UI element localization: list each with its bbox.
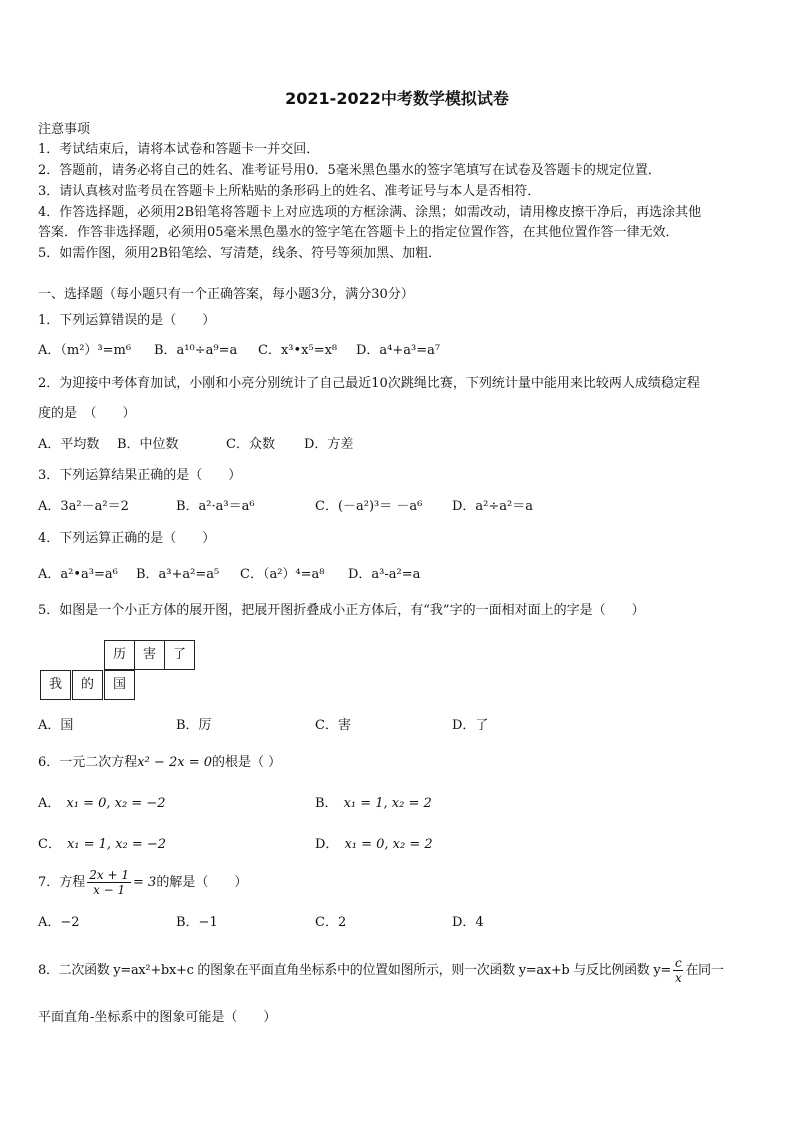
q2-option-c: C．众数 xyxy=(226,437,275,452)
q7-fraction xyxy=(87,868,131,897)
q6-option-b xyxy=(315,796,432,812)
question-3-stem: 3．下列运算结果正确的是（ ） xyxy=(38,468,242,483)
page-title: 2021-2022中考数学模拟试卷 xyxy=(285,89,509,108)
question-2-stem-cont: 度的是 （ ） xyxy=(38,406,136,421)
question-8-stem-cont: 平面直角-坐标系中的图象可能是（ ） xyxy=(38,1010,277,1025)
net-cell: 的 xyxy=(72,670,103,700)
net-cell: 历 xyxy=(104,640,135,670)
q6-option-b-label: B． xyxy=(315,796,338,811)
q2-option-b: B．中位数 xyxy=(117,437,179,452)
q7-fraction-denominator: x − 1 xyxy=(93,883,126,897)
q6-option-b-math: x₁ = 1, x₂ = 2 xyxy=(343,796,432,811)
q6-option-a xyxy=(38,796,166,812)
q8-fraction-numerator: c xyxy=(673,956,683,971)
q6-option-c-math: x₁ = 1, x₂ = −2 xyxy=(66,837,167,852)
q8-fraction xyxy=(673,956,683,985)
q7-stem-prefix: 7．方程 xyxy=(38,875,86,890)
net-cell: 国 xyxy=(104,670,135,700)
q6-option-c xyxy=(38,837,166,853)
notice-item: 2．答题前，请务必将自己的姓名、准考证号用0．5毫米黑色墨水的签字笔填写在试卷及答题卡的规定位置． xyxy=(38,163,661,178)
q7-stem-suffix: 的解是（ ） xyxy=(156,875,248,890)
section-heading: 一、选择题（每小题只有一个正确答案，每小题3分，满分30分） xyxy=(38,287,414,302)
q8-stem-prefix: 8．二次函数 y=ax²+bx+c 的图象在平面直角坐标系中的位置如图所示，则一次函数 y=ax+b 与反比例函数 y= xyxy=(38,963,671,978)
q3-option-a: A．3a²－a²＝2 xyxy=(38,499,129,514)
q6-stem-suffix: 的根是（ ） xyxy=(212,755,282,770)
notice-item: 1．考试结束后，请将本试卷和答题卡一并交回． xyxy=(38,142,320,157)
q5-option-d: D．了 xyxy=(452,718,489,733)
q3-option-b: B．a²·a³＝a⁶ xyxy=(176,499,255,514)
notice-item: 4．作答选择题，必须用2B铅笔将答题卡上对应选项的方框涂满、涂黑；如需改动，请用橡皮擦干净后，再选涂其他 xyxy=(38,205,702,220)
q6-option-d-math: x₁ = 0, x₂ = 2 xyxy=(344,837,433,852)
q2-option-d: D．方差 xyxy=(304,437,354,452)
q7-equation-rhs: = 3 xyxy=(133,875,157,890)
q4-option-d: D．a³-a²=a xyxy=(348,567,421,582)
notice-heading: 注意事项 xyxy=(38,122,91,137)
q7-fraction-numerator: 2x + 1 xyxy=(89,868,130,882)
q6-option-d-label: D． xyxy=(315,837,339,852)
q8-fraction-denominator: x xyxy=(674,971,682,985)
q8-stem-suffix: 在同一 xyxy=(685,963,724,978)
q7-option-d: D．4 xyxy=(452,915,484,930)
cube-net-figure xyxy=(40,640,200,702)
q7-option-c: C．2 xyxy=(315,915,347,930)
q1-option-d: D．a⁴+a³=a⁷ xyxy=(356,343,441,358)
net-cell: 害 xyxy=(134,640,165,670)
q4-option-c: C．（a²）⁴=a⁸ xyxy=(240,567,325,582)
q6-option-d xyxy=(315,837,433,853)
q2-option-a: A．平均数 xyxy=(38,437,100,452)
q1-option-b: B．a¹⁰÷a⁹=a xyxy=(154,343,238,358)
q1-option-a: A．（m²）³=m⁶ xyxy=(38,343,132,358)
question-2-stem: 2．为迎接中考体育加试，小刚和小亮分别统计了自己最近10次跳绳比赛，下列统计量中能用来比较两人成绩稳定程 xyxy=(38,376,700,391)
question-7-stem xyxy=(38,868,247,897)
question-4-stem: 4．下列运算正确的是（ ） xyxy=(38,531,216,546)
net-cell: 我 xyxy=(40,670,71,700)
q6-option-a-label: A． xyxy=(38,796,61,811)
notice-item: 3．请认真核对监考员在答题卡上所粘贴的条形码上的姓名、准考证号与本人是否相符． xyxy=(38,184,541,199)
q5-option-c: C．害 xyxy=(315,718,351,733)
q3-option-c: C．(－a²)³＝ －a⁶ xyxy=(315,499,423,514)
question-5-stem: 5．如图是一个小正方体的展开图，把展开图折叠成小正方体后，有“我”字的一面相对面上的字是（ ） xyxy=(38,603,645,618)
q5-option-b: B．厉 xyxy=(176,718,212,733)
q3-option-d: D．a²÷a²＝a xyxy=(452,499,533,514)
q7-option-b: B．−1 xyxy=(176,915,218,930)
q6-option-c-label: C． xyxy=(38,837,61,852)
notice-item: 答案．作答非选择题，必须用05毫米黑色墨水的签字笔在答题卡上的指定位置作答，在其他位置作答一律无效． xyxy=(38,225,679,240)
q6-stem-prefix: 6．一元二次方程 xyxy=(38,755,138,770)
net-cell: 了 xyxy=(164,640,195,670)
notice-item: 5．如需作图，须用2B铅笔绘、写清楚，线条、符号等须加黑、加粗． xyxy=(38,246,442,261)
q5-option-a: A．国 xyxy=(38,718,74,733)
question-8-stem xyxy=(38,956,724,985)
q7-option-a: A．−2 xyxy=(38,915,80,930)
q6-option-a-math: x₁ = 0, x₂ = −2 xyxy=(66,796,166,811)
q4-option-a: A．a²•a³=a⁶ xyxy=(38,567,118,582)
question-1-stem: 1．下列运算错误的是（ ） xyxy=(38,313,216,328)
q6-equation: x² − 2x = 0 xyxy=(137,755,213,770)
q4-option-b: B．a³+a²=a⁵ xyxy=(136,567,220,582)
q1-option-c: C．x³•x⁵=x⁸ xyxy=(258,343,338,358)
question-6-stem xyxy=(38,755,281,771)
